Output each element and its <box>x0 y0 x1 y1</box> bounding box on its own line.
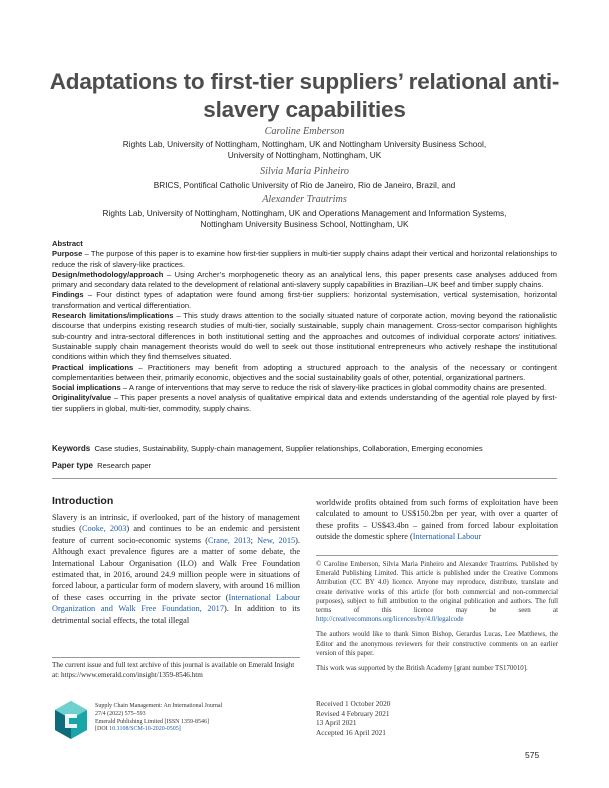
acknowledgements: The authors would like to thank Simon Bishop, Gerardus Lucas, Lee Matthews, the Editor and the anonymous reviewers for their constructive comments on an earlier version of this paper. <box>316 631 558 657</box>
paper-title: Adaptations to first-tier suppliers’ relational anti-slavery capabilities <box>49 69 560 122</box>
citation-link[interactable]: Crane, 2013 <box>207 535 251 545</box>
abstract <box>52 239 557 414</box>
abstract-findings: Findings – Four distinct types of adaptation were found among first-tier suppliers: horizontal systemisation, vertical systemisation, horizontal transformation and vertical differentiation. <box>52 290 557 310</box>
date-line: Accepted 16 April 2021 <box>316 727 386 737</box>
doi-link[interactable]: 10.1108/SCM-10-2020-0505 <box>109 726 179 733</box>
author-1-name: Caroline Emberson <box>264 126 345 137</box>
body-text: ; <box>250 535 258 545</box>
journal-doi: [DOI 10.1108/SCM-10-2020-0505] <box>95 726 181 733</box>
citation-link[interactable]: International Labour <box>412 532 482 542</box>
affiliation-line: Rights Lab, University of Nottingham, Nottingham, UK and Operations Management and Information Systems, <box>102 208 507 218</box>
section-divider <box>52 478 557 479</box>
intro-column-2 <box>316 497 558 543</box>
citation-link[interactable]: New, 2015 <box>257 535 296 545</box>
affiliation-line: University of Nottingham, Nottingham, UK <box>227 150 382 161</box>
citation-link[interactable]: International Labour Organization and Walk Free Foundation, 2017 <box>52 592 301 614</box>
page-number: 575 <box>525 750 540 760</box>
author-2-affiliation <box>60 180 549 191</box>
abstract-originality: Originality/value – This paper presents a novel analysis of qualitative empirical data and extends understanding of the agential role played by first-tier suppliers in global, multi-tier, commodity, supply chains. <box>52 393 557 413</box>
author-2-name: Silvia Maria Pinheiro <box>259 166 350 177</box>
date-line: Received 1 October 2020 <box>316 699 391 708</box>
keywords: Keywords Case studies, Sustainability, Supply-chain management, Supplier relationships, Collaboration, Emerging economies <box>52 444 483 453</box>
received-dates <box>316 699 390 737</box>
introduction-heading: Introduction <box>52 495 114 507</box>
abstract-research-limitations: Research limitations/implications – This study draws attention to the socially situated nature of corporate action, moving beyond the rationalistic discourse that underpins existing research studies of multi-tier, socially sustainable, supply chain management. Cross-sector comparison highlights sub-country and intra-sectoral differences in both institutional setting and the approaches and outcomes of individual corporate actors’ initiatives. Sustainable supply chain management theorists would do well to seek out those institutional entrepreneurs who actively reshape the institutional conditions within which they find themselves situated. <box>52 311 557 362</box>
license-link[interactable]: http://creativecommons.org/licences/by/4.0/legalcode <box>316 616 464 624</box>
journal-volume: 27/4 (2022) 575–593 <box>95 710 146 717</box>
abstract-design: Design/methodology/approach – Using Archer’s morphogenetic theory as an analytical lens, this paper presents case analyses adduced from primary and secondary data related to the development of relational anti-slavery supply capabilities in Brazilian–UK beef and timber supply chains. <box>52 269 557 290</box>
date-line: Revised 4 February 2021 <box>316 708 390 718</box>
citation-link[interactable]: Cooke, 2003 <box>81 524 127 534</box>
author-3-name: Alexander Trautrims <box>262 194 347 205</box>
affiliation-line: Nottingham University Business School, Nottingham, UK <box>200 219 409 230</box>
copyright-notice: © Caroline Emberson, Silvia Maria Pinheiro and Alexander Trautrims. Published by Emerald Publishing Limited. This article is published under the Creative Commons Attribution (CC BY 4.0) licence. Anyone may reproduce, distribute, translate and create derivative works of this article (for both commercial and non-commercial purposes), subject to full attribution to the original publication and authors. The full terms of this licence may be seen at http://creativecommons.org/licences/by/4.0/legalcode <box>316 561 558 624</box>
abstract-social-implications: Social implications – A range of interventions that may serve to reduce the risk of slavery-like practices in global commodity chains are presented. <box>52 383 547 393</box>
license-divider <box>316 555 558 556</box>
author-3-affiliation <box>60 208 549 231</box>
abstract-practical-implications: Practical implications – Practitioners may benefit from adopting a structured approach to the analysis of the necessary or contingent complementarities between their, primarily economic, objectives and the social sustainability goals of other, potential, organizational partners. <box>52 362 557 382</box>
abstract-heading: Abstract <box>52 239 83 248</box>
affiliation-line: BRICS, Pontifical Catholic University of Rio de Janeiro, Rio de Janeiro, Brazil, and <box>153 180 456 190</box>
intro-column-1 <box>52 512 300 626</box>
body-text: worldwide profits obtained from such forms of exploitation have been calculated to amount to US$150.2bn per year, with over a quarter of these profits – US$43.4bn – gained from forced labour exploitation outside the domestic sphere ( <box>316 498 558 542</box>
author-1-affiliation <box>60 139 549 162</box>
journal-publisher: Emerald Publishing Limited [ISSN 1359-8546] <box>95 718 209 725</box>
body-text: ). Although exact prevalence figures are a matter of some debate, the International Labour Organisation (ILO) and Walk Free Foundation estimated that, in 2016, around 24.9 million people were in situations of forced labour, a particular form of modern slavery, with around 16 million of these cases occurring in the private sector ( <box>52 535 300 602</box>
license-block <box>316 560 558 679</box>
abstract-purpose: Purpose – The purpose of this paper is to examine how first-tier suppliers in multi-tier supply chains adapt their vertical and horizontal relationships to reduce the risk of slavery-like practices. <box>52 249 557 269</box>
date-line: 13 April 2021 <box>316 718 357 727</box>
journal-info <box>95 703 222 734</box>
funding-note: This work was supported by the British Academy [grant number TS170010]. <box>316 665 528 673</box>
affiliation-line: Rights Lab, University of Nottingham, Nottingham, UK and Nottingham University Business School, <box>122 139 487 149</box>
archive-note: The current issue and full text archive of this journal is available on Emerald Insight at: https://www.emerald.com/insight/1359-8546.htm <box>52 661 295 679</box>
footer-divider <box>52 657 300 658</box>
journal-name: Supply Chain Management: An International Journal <box>95 703 223 709</box>
body-text: Slavery is an intrinsic, if overlooked, part of the history of management studies ( <box>52 513 300 534</box>
emerald-logo-icon <box>54 700 88 740</box>
body-text: ) and continues to be an endemic and persistent feature of current socio-economic systems ( <box>52 524 301 545</box>
paper-type: Paper type Research paper <box>52 461 152 470</box>
body-text: ). In addition to its detrimental social effects, the total illegal <box>52 604 301 625</box>
archive-link[interactable]: https://www.emerald.com/insight/1359-8546.htm <box>60 670 203 679</box>
